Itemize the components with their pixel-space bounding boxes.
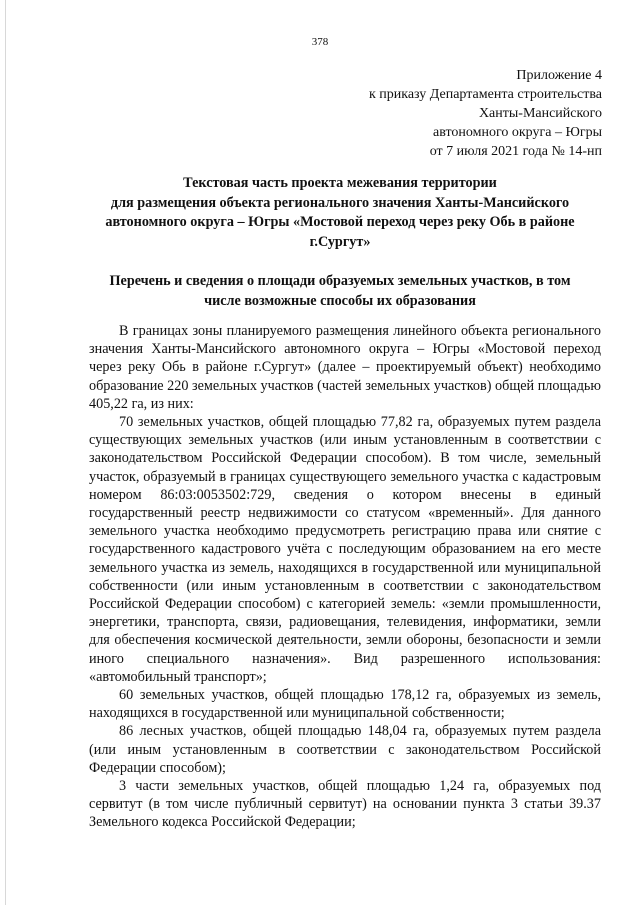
paragraph-item: 70 земельных участков, общей площадью 77,82 га, образуемых путем раздела существующих земельных участков (или иным установленным в соответствии с законодательством Российской Федерации способом). В том числе, земельный участок, образуемый в границах существующего земельного участка с кадастровым номером 86:03:0053502:729, сведения о котором внесены в единый государственный реестр недвижимости со статусом «временный». Для данного земельного участка необходимо предусмотреть регистрацию права или снятие с государственного кадастрового учёта с последующим образованием на его месте земельного участка из земель, находящихся в государственной или муниципальной собственности (или иным установленным в соответствии с законодательством Российской Федерации способом) с категорией земель: «земли промышленности, энергетики, транспорта, связи, радиовещания, телевидения, информатики, земли для обеспечения космической деятельности, земли обороны, безопасности и земли иного специального назначения». Вид разрешенного использования: «автомобильный транспорт»; — [89, 414, 601, 685]
document-title — [80, 174, 600, 252]
title-line: г.Сургут» — [309, 233, 371, 250]
appendix-line: от 7 июля 2021 года № 14-нп — [429, 144, 602, 159]
scan-margin-line — [5, 0, 6, 905]
page-number: 378 — [311, 36, 329, 48]
title-line: автономного округа – Югры «Мостовой переход через реку Обь в районе — [105, 214, 575, 230]
appendix-line: к приказу Департамента строительства — [368, 87, 602, 102]
body-text — [89, 322, 601, 832]
section-heading — [80, 272, 600, 311]
appendix-line: автономного округа – Югры — [433, 125, 602, 140]
title-line: для размещения объекта регионального значения Ханты-Мансийского — [110, 194, 570, 211]
appendix-line: Приложение 4 — [516, 68, 602, 83]
paragraph-item: 60 земельных участков, общей площадью 178,12 га, образуемых из земель, находящихся в государственной или муниципальной собственности; — [89, 687, 601, 722]
heading-line: Перечень и сведения о площади образуемых земельных участков, в том — [109, 273, 571, 289]
paragraph-intro: В границах зоны планируемого размещения линейного объекта регионального значения Ханты-Мансийского автономного округа – Югры «Мостовой переход через реку Обь в районе г.Сургут» (далее – проектируемый объект) необходимо образование 220 земельных участков (частей земельных участков) общей площадью 405,22 га, из них: — [89, 323, 601, 412]
appendix-line: Ханты-Мансийского — [478, 106, 602, 121]
paragraph-item: 3 части земельных участков, общей площадью 1,24 га, образуемых под сервитут (в том числе публичный сервитут) на основании пункта 3 статьи 39.37 Земельного кодекса Российской Федерации; — [89, 778, 601, 831]
heading-line: числе возможные способы их образования — [204, 292, 476, 309]
paragraph-item: 86 лесных участков, общей площадью 148,04 га, образуемых путем раздела (или иным установленным в соответствии с законодательством Российской Федерации способом); — [89, 723, 601, 776]
title-line: Текстовая часть проекта межевания территории — [183, 175, 497, 191]
appendix-header — [272, 66, 602, 161]
